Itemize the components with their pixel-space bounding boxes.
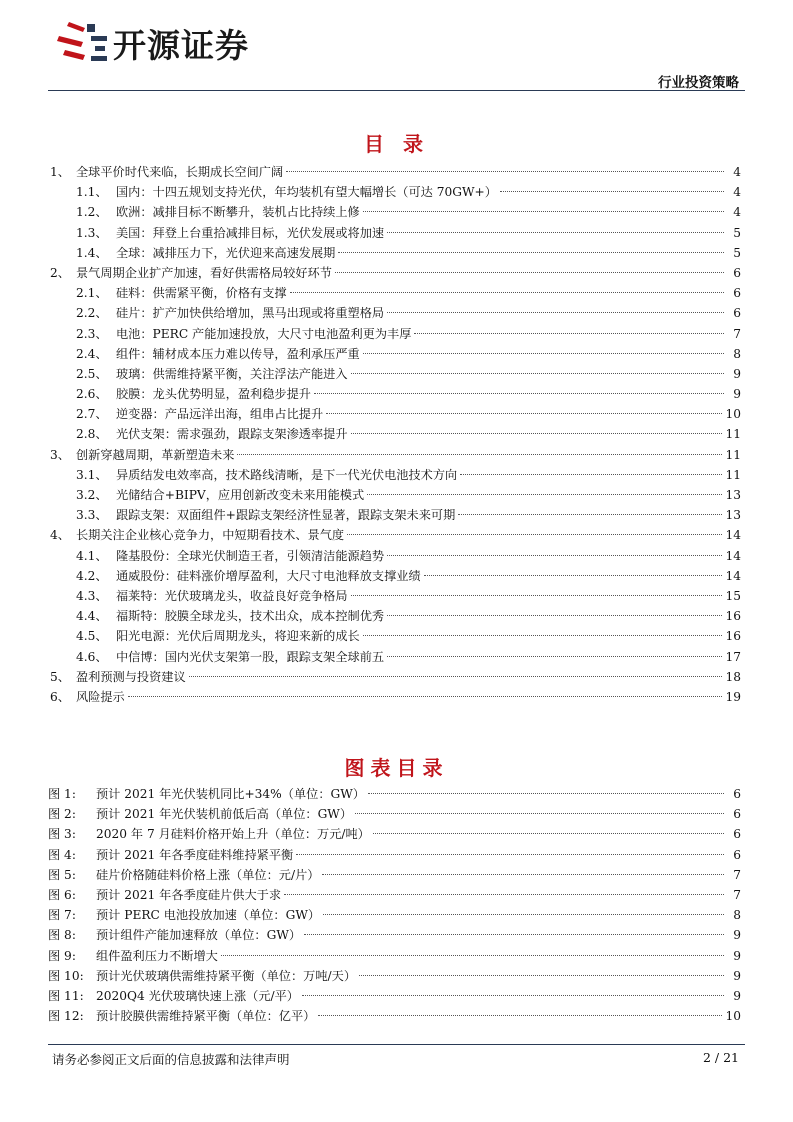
- entry-number: 2.2、: [76, 306, 108, 321]
- entry-number: 1、: [50, 165, 70, 179]
- entry-title: 通威股份：硅料涨价增厚盈利，大尺寸电池释放支撑业绩: [116, 568, 421, 583]
- dot-leader: [128, 696, 723, 697]
- entry-page-number: 11: [725, 467, 741, 482]
- entry-number: 图 11:: [48, 988, 84, 1003]
- entry-page-number: 16: [725, 609, 741, 624]
- entry-page-number: 7: [733, 867, 741, 882]
- toc-entry[interactable]: [48, 445, 741, 465]
- entry-title: 中信博：国内光伏支架第一股，跟踪支架全球前五: [116, 649, 385, 664]
- dot-leader: [351, 595, 723, 596]
- entry-title: 预计 2021 年各季度硅片供大于求: [96, 887, 282, 902]
- figure-entry[interactable]: [48, 824, 741, 844]
- report-category: 行业投资策略: [658, 75, 739, 91]
- dot-leader: [373, 833, 724, 834]
- entry-page-number: 4: [733, 165, 741, 179]
- figure-entry[interactable]: [48, 865, 741, 885]
- footer-disclaimer: 请务必参阅正文后面的信息披露和法律声明: [52, 1052, 290, 1067]
- dot-leader: [387, 232, 724, 233]
- entry-title: 景气周期企业扩产加速，看好供需格局较好环节: [76, 265, 332, 280]
- entry-page-number: 6: [733, 827, 741, 842]
- entry-title: 隆基股份：全球光伏制造王者，引领清洁能源趋势: [116, 548, 385, 563]
- entry-number: 4、: [50, 528, 70, 543]
- entry-number: 1.4、: [76, 245, 108, 260]
- page-indicator: 2 / 21: [702, 1050, 739, 1065]
- entry-page-number: 9: [733, 928, 741, 943]
- entry-number: 图 5:: [48, 867, 76, 882]
- entry-number: 3.3、: [76, 508, 108, 523]
- toc-entry[interactable]: [48, 586, 741, 606]
- toc-entry[interactable]: [48, 424, 741, 444]
- dot-leader: [359, 975, 724, 976]
- toc-entry[interactable]: [48, 263, 741, 283]
- figure-entry[interactable]: [48, 784, 741, 804]
- toc-entry[interactable]: [48, 162, 741, 182]
- dot-leader: [355, 813, 724, 814]
- toc-entry[interactable]: [48, 687, 741, 707]
- dot-leader: [318, 1015, 722, 1016]
- entry-page-number: 4: [733, 205, 741, 220]
- toc-entry[interactable]: [48, 243, 741, 263]
- entry-number: 图 3:: [48, 827, 76, 842]
- figure-entry[interactable]: [48, 885, 741, 905]
- dot-leader: [460, 474, 722, 475]
- entry-number: 4.6、: [76, 649, 108, 664]
- dot-leader: [351, 373, 724, 374]
- figures-list: [48, 784, 741, 1026]
- entry-title: 盈利预测与投资建议: [76, 669, 186, 684]
- toc-entry[interactable]: [48, 324, 741, 344]
- entry-page-number: 6: [733, 306, 741, 321]
- dot-leader: [323, 914, 724, 915]
- toc-entry[interactable]: [48, 505, 741, 525]
- dot-leader: [368, 793, 724, 794]
- toc-entry[interactable]: [48, 667, 741, 687]
- entry-title: 长期关注企业核心竞争力，中短期看技术、景气度: [76, 528, 345, 543]
- entry-title: 硅片：扩产加快供给增加，黑马出现或将重塑格局: [116, 306, 385, 321]
- entry-page-number: 9: [733, 387, 741, 402]
- entry-number: 1.2、: [76, 205, 108, 220]
- dot-leader: [500, 191, 724, 192]
- entry-page-number: 6: [733, 286, 741, 301]
- entry-title: 阳光电源：光伏后周期龙头，将迎来新的成长: [116, 629, 360, 644]
- entry-number: 3.1、: [76, 467, 108, 482]
- entry-page-number: 10: [725, 1009, 741, 1024]
- dot-leader: [363, 353, 724, 354]
- entry-title: 硅料：供需紧平衡，价格有支撑: [116, 286, 287, 301]
- entry-title: 预计 2021 年光伏装机前低后高（单位：GW）: [96, 807, 353, 822]
- figure-entry[interactable]: [48, 946, 741, 966]
- entry-page-number: 7: [733, 887, 741, 902]
- entry-page-number: 11: [725, 447, 741, 462]
- header-divider: [48, 90, 745, 91]
- brand-mark-icon: [55, 18, 111, 68]
- entry-title: 欧洲：减排目标不断攀升，装机占比持续上修: [116, 205, 360, 220]
- entry-page-number: 10: [725, 407, 741, 422]
- dot-leader: [335, 272, 724, 273]
- dot-leader: [387, 615, 722, 616]
- entry-number: 2.1、: [76, 286, 108, 301]
- entry-title: 逆变器：产品远洋出海，组串占比提升: [116, 407, 324, 422]
- entry-title: 电池：PERC 产能加速投放，大尺寸电池盈利更为丰厚: [116, 326, 412, 341]
- entry-page-number: 18: [725, 669, 741, 684]
- entry-number: 2.6、: [76, 387, 108, 402]
- entry-title: 福斯特：胶膜全球龙头，技术出众，成本控制优秀: [116, 609, 385, 624]
- entry-page-number: 5: [733, 225, 741, 240]
- entry-number: 图 9:: [48, 948, 76, 963]
- entry-number: 2.8、: [76, 427, 108, 442]
- entry-title: 胶膜：龙头优势明显，盈利稳步提升: [116, 387, 311, 402]
- entry-number: 图 12:: [48, 1009, 84, 1024]
- dot-leader: [387, 656, 722, 657]
- entry-page-number: 5: [733, 245, 741, 260]
- entry-number: 5、: [50, 669, 70, 684]
- dot-leader: [367, 494, 722, 495]
- entry-title: 创新穿越周期，革新塑造未来: [76, 447, 235, 462]
- entry-page-number: 8: [733, 908, 741, 923]
- toc-entry[interactable]: [48, 465, 741, 485]
- figure-entry[interactable]: [48, 1006, 741, 1026]
- dot-leader: [302, 995, 724, 996]
- toc-list: [48, 162, 741, 707]
- entry-page-number: 4: [733, 185, 741, 200]
- entry-number: 6、: [50, 689, 70, 704]
- entry-page-number: 6: [733, 807, 741, 822]
- toc-entry[interactable]: [48, 606, 741, 626]
- dot-leader: [363, 211, 724, 212]
- entry-page-number: 14: [725, 548, 741, 563]
- entry-title: 组件盈利压力不断增大: [96, 948, 218, 963]
- entry-title: 预计 2021 年光伏装机同比+34%（单位：GW）: [96, 787, 365, 801]
- dot-leader: [338, 252, 724, 253]
- entry-page-number: 14: [725, 568, 741, 583]
- entry-number: 4.3、: [76, 588, 108, 603]
- dot-leader: [347, 534, 722, 535]
- toc-entry[interactable]: [48, 546, 741, 566]
- toc-entry[interactable]: [48, 404, 741, 424]
- entry-number: 2.4、: [76, 346, 108, 361]
- entry-page-number: 6: [733, 847, 741, 862]
- dot-leader: [424, 575, 723, 576]
- entry-title: 组件：辅材成本压力难以传导，盈利承压严重: [116, 346, 360, 361]
- entry-title: 预计组件产能加速释放（单位：GW）: [96, 928, 302, 943]
- toc-entry[interactable]: [48, 182, 741, 202]
- entry-page-number: 9: [733, 366, 741, 381]
- dot-leader: [363, 635, 723, 636]
- entry-title: 2020 年 7 月硅料价格开始上升（单位：万元/吨）: [96, 827, 370, 842]
- dot-leader: [304, 934, 724, 935]
- entry-number: 4.4、: [76, 609, 108, 624]
- dot-leader: [351, 433, 723, 434]
- toc-entry[interactable]: [48, 626, 741, 646]
- toc-entry[interactable]: [48, 525, 741, 545]
- toc-entry[interactable]: [48, 223, 741, 243]
- entry-page-number: 13: [725, 488, 741, 502]
- entry-title: 美国：拜登上台重拾减排目标，光伏发展或将加速: [116, 225, 385, 240]
- entry-page-number: 9: [733, 968, 741, 983]
- footer-divider: [48, 1044, 745, 1045]
- entry-number: 3、: [50, 447, 70, 462]
- brand-logo: [55, 18, 249, 68]
- entry-number: 图 2:: [48, 807, 76, 822]
- entry-title: 玻璃：供需维持紧平衡，关注浮法产能进入: [116, 366, 348, 381]
- entry-number: 2、: [50, 265, 70, 280]
- toc-entry[interactable]: [48, 566, 741, 586]
- figure-entry[interactable]: [48, 966, 741, 986]
- entry-page-number: 7: [733, 326, 741, 341]
- entry-number: 2.5、: [76, 366, 108, 381]
- entry-title: 预计光伏玻璃供需维持紧平衡（单位：万吨/天）: [96, 968, 357, 983]
- entry-title: 光储结合+BIPV，应用创新改变未来用能模式: [116, 488, 365, 502]
- toc-entry[interactable]: [48, 283, 741, 303]
- entry-title: 光伏支架：需求强劲，跟踪支架渗透率提升: [116, 427, 348, 442]
- figure-entry[interactable]: [48, 905, 741, 925]
- entry-number: 3.2、: [76, 488, 108, 502]
- entry-title: 2020Q4 光伏玻璃快速上涨（元/平）: [96, 988, 299, 1003]
- figure-entry[interactable]: [48, 986, 741, 1006]
- toc-entry[interactable]: [48, 384, 741, 404]
- figure-entry[interactable]: [48, 925, 741, 945]
- entry-page-number: 6: [733, 787, 741, 801]
- toc-title: 目 录: [364, 132, 429, 156]
- toc-entry[interactable]: [48, 344, 741, 364]
- entry-number: 2.3、: [76, 326, 108, 341]
- entry-title: 国内：十四五规划支持光伏，年均装机有望大幅增长（可达 70GW+）: [116, 185, 497, 200]
- entry-title: 预计 2021 年各季度硅料维持紧平衡: [96, 847, 294, 862]
- entry-title: 预计 PERC 电池投放加速（单位：GW）: [96, 908, 321, 923]
- toc-entry[interactable]: [48, 647, 741, 667]
- entry-page-number: 6: [733, 265, 741, 280]
- entry-page-number: 11: [725, 427, 741, 442]
- toc-entry[interactable]: [48, 202, 741, 222]
- toc-entry[interactable]: [48, 364, 741, 384]
- entry-page-number: 13: [725, 508, 741, 523]
- entry-number: 4.1、: [76, 548, 108, 563]
- entry-title: 全球平价时代来临，长期成长空间广阔: [76, 165, 284, 179]
- entry-title: 预计胶膜供需维持紧平衡（单位：亿平）: [96, 1009, 316, 1024]
- entry-page-number: 17: [725, 649, 741, 664]
- entry-page-number: 8: [733, 346, 741, 361]
- entry-number: 1.1、: [76, 185, 108, 200]
- entry-number: 1.3、: [76, 225, 108, 240]
- entry-title: 异质结发电效率高，技术路线清晰，是下一代光伏电池技术方向: [116, 467, 458, 482]
- dot-leader: [221, 955, 724, 956]
- dot-leader: [387, 312, 724, 313]
- entry-page-number: 9: [733, 948, 741, 963]
- entry-page-number: 9: [733, 988, 741, 1003]
- entry-title: 风险提示: [76, 689, 125, 704]
- dot-leader: [237, 454, 722, 455]
- entry-number: 图 1:: [48, 787, 76, 801]
- toc-entry[interactable]: [48, 303, 741, 323]
- dot-leader: [286, 171, 724, 172]
- dot-leader: [322, 874, 724, 875]
- entry-title: 福莱特：光伏玻璃龙头，收益良好竞争格局: [116, 588, 348, 603]
- dot-leader: [414, 333, 724, 334]
- entry-number: 图 4:: [48, 847, 76, 862]
- dot-leader: [458, 514, 722, 515]
- dot-leader: [314, 393, 724, 394]
- entry-number: 图 7:: [48, 908, 76, 923]
- entry-title: 硅片价格随硅料价格上涨（单位：元/片）: [96, 867, 320, 882]
- dot-leader: [387, 555, 722, 556]
- entry-title: 全球：减排压力下，光伏迎来高速发展期: [116, 245, 336, 260]
- entry-number: 4.5、: [76, 629, 108, 644]
- figure-entry[interactable]: [48, 845, 741, 865]
- entry-title: 跟踪支架：双面组件+跟踪支架经济性显著，跟踪支架未来可期: [116, 508, 456, 523]
- figures-title: 图表目录: [344, 756, 449, 780]
- figure-entry[interactable]: [48, 804, 741, 824]
- dot-leader: [284, 894, 724, 895]
- dot-leader: [326, 413, 722, 414]
- entry-number: 4.2、: [76, 568, 108, 583]
- entry-number: 图 8:: [48, 928, 76, 943]
- toc-entry[interactable]: [48, 485, 741, 505]
- brand-name: 开源证券: [113, 25, 249, 65]
- entry-number: 图 10:: [48, 968, 84, 983]
- entry-page-number: 16: [725, 629, 741, 644]
- dot-leader: [189, 676, 723, 677]
- dot-leader: [290, 292, 724, 293]
- dot-leader: [296, 854, 724, 855]
- entry-number: 图 6:: [48, 887, 76, 902]
- entry-page-number: 19: [725, 689, 741, 704]
- entry-page-number: 14: [725, 528, 741, 543]
- entry-number: 2.7、: [76, 407, 108, 422]
- entry-page-number: 15: [725, 588, 741, 603]
